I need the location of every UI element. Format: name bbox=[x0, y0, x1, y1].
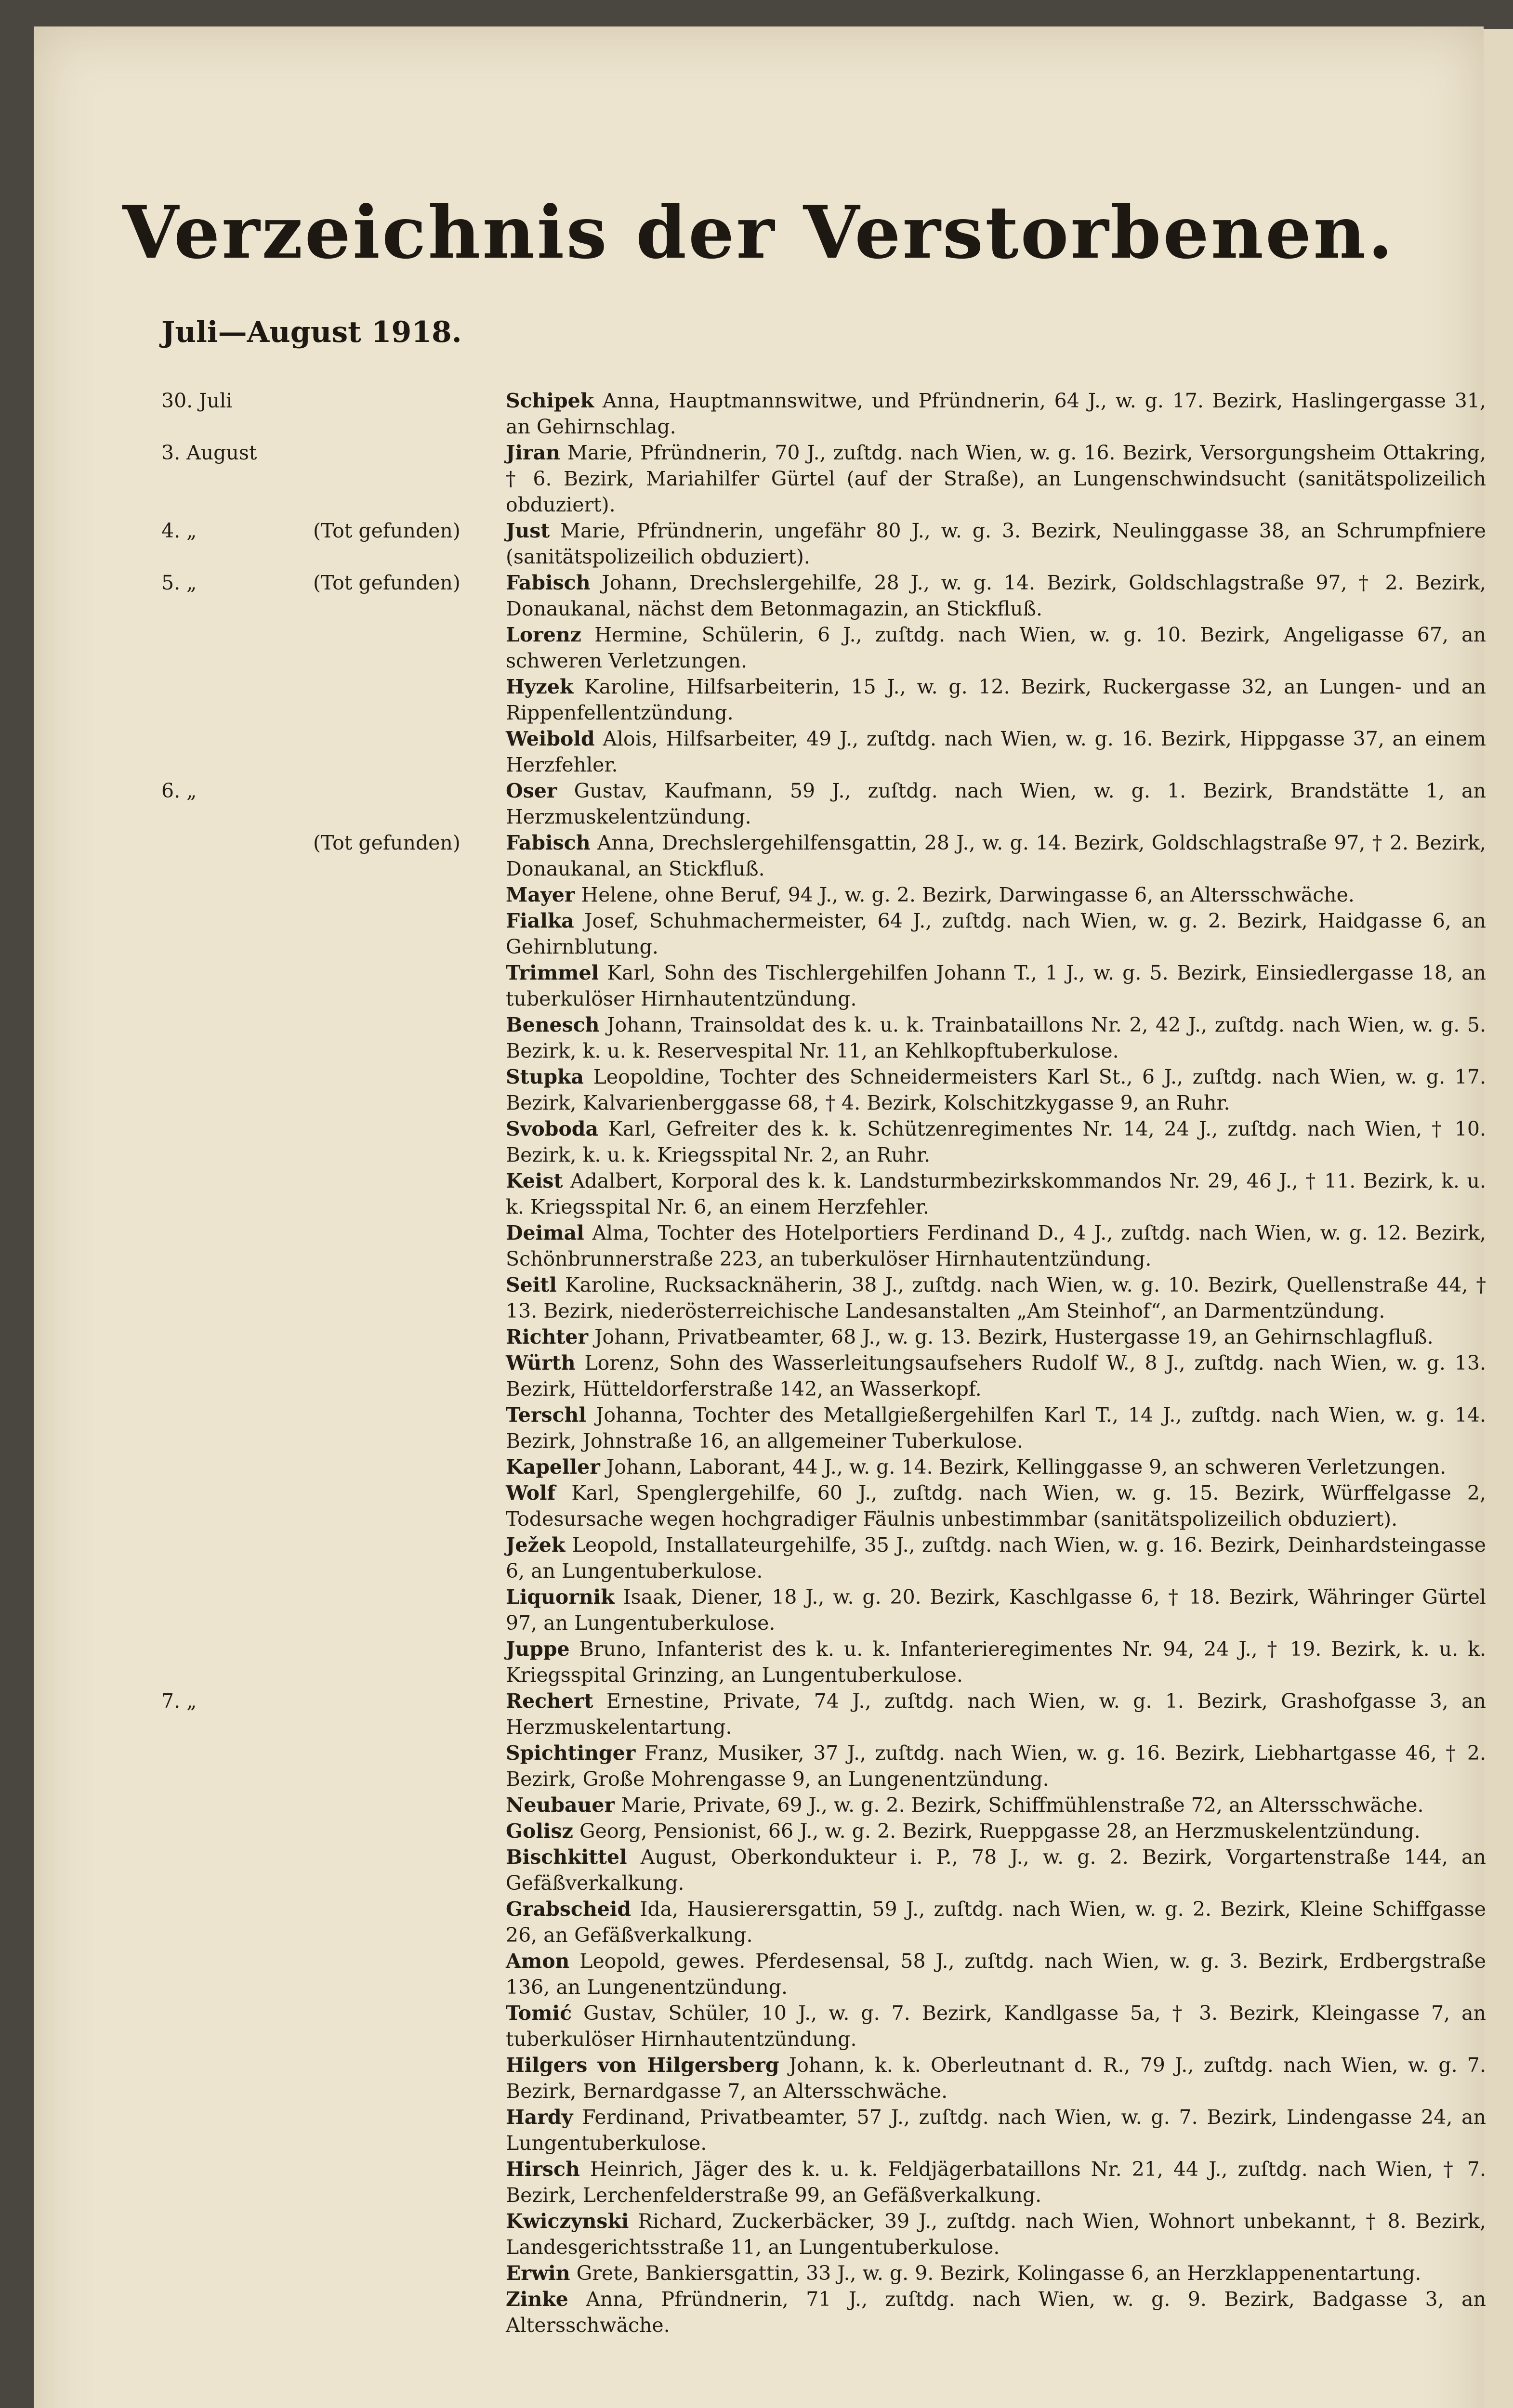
entry-text bbox=[506, 1948, 1486, 2000]
entry-text bbox=[506, 908, 1486, 960]
entry-name: Erwin bbox=[506, 2262, 570, 2285]
entry-details: August, Oberkondukteur i. P., 78 J., w. g. 2. Bezirk, Vorgartenstraße 144, an Gefäßverkalkung. bbox=[506, 1845, 1486, 1895]
list-item bbox=[161, 2104, 1486, 2156]
entry-name: Seitl bbox=[506, 1273, 557, 1296]
entry-details: Karl, Gefreiter des k. k. Schützenregimentes Nr. 14, 24 J., zuſtdg. nach Wien, † 10. Bezirk, k. u. k. Kriegsspital Nr. 2, an Ruhr. bbox=[506, 1117, 1486, 1166]
entry-text bbox=[506, 2052, 1486, 2104]
entry-details: Franz, Musiker, 37 J., zuſtdg. nach Wien, w. g. 16. Bezirk, Liebhartgasse 46, † 2. Bezirk, Große Mohrengasse 9, an Lungenentzündung. bbox=[506, 1741, 1486, 1791]
list-item bbox=[161, 1116, 1486, 1168]
list-item bbox=[161, 1350, 1486, 1402]
entry-date: 7. „ bbox=[161, 1689, 197, 1713]
entry-name: Hilgers von Hilgersberg bbox=[506, 2054, 779, 2077]
entry-name: Ježek bbox=[506, 1533, 566, 1557]
list-item bbox=[161, 830, 1486, 882]
list-item bbox=[161, 2286, 1486, 2338]
list-item bbox=[161, 1584, 1486, 1636]
entry-date: 6. „ bbox=[161, 779, 197, 802]
list-item bbox=[161, 2156, 1486, 2208]
entry-name: Oser bbox=[506, 779, 557, 802]
list-item bbox=[161, 1818, 1486, 1844]
entry-text bbox=[506, 674, 1486, 726]
entry-prefix: (Tot gefunden) bbox=[313, 831, 460, 854]
entry-date: 4. „ bbox=[161, 519, 197, 542]
entry-name: Terschl bbox=[506, 1403, 586, 1426]
list-item bbox=[161, 1740, 1486, 1792]
list-item bbox=[161, 1792, 1486, 1818]
list-item bbox=[161, 1454, 1486, 1480]
entry-details: Richard, Zuckerbäcker, 39 J., zuſtdg. nach Wien, Wohnort unbekannt, † 8. Bezirk, Landesgerichtsstraße 11, an Lungentuberkulose. bbox=[506, 2210, 1486, 2259]
entry-text bbox=[506, 388, 1486, 440]
entry-details: Alois, Hilfsarbeiter, 49 J., zuſtdg. nach Wien, w. g. 16. Bezirk, Hippgasse 37, an einem Herzfehler. bbox=[506, 727, 1486, 776]
entry-details: Anna, Drechslergehilfensgattin, 28 J., w. g. 14. Bezirk, Goldschlagstraße 97, † 2. Bezirk, Donaukanal, an Stickfluß. bbox=[506, 831, 1486, 880]
entry-details: Anna, Hauptmannswitwe, und Pfründnerin, 64 J., w. g. 17. Bezirk, Haslingergasse 31, an Gehirnschlag. bbox=[506, 389, 1486, 438]
entry-name: Liquornik bbox=[506, 1585, 615, 1609]
list-item bbox=[161, 1844, 1486, 1896]
entry-name: Wolf bbox=[506, 1481, 556, 1505]
entry-details: Josef, Schuhmachermeister, 64 J., zuſtdg. nach Wien, w. g. 2. Bezirk, Haidgasse 6, an Gehirnblutung. bbox=[506, 909, 1486, 958]
list-item bbox=[161, 1324, 1486, 1350]
page-title: Verzeichnis der Verstorbenen. bbox=[122, 190, 1395, 275]
entry-text bbox=[506, 1064, 1486, 1116]
entry-text bbox=[506, 1740, 1486, 1792]
entry-name: Golisz bbox=[506, 1819, 573, 1843]
document-page bbox=[34, 26, 1487, 2408]
entry-name: Keist bbox=[506, 1169, 563, 1192]
list-item bbox=[161, 2000, 1486, 2052]
entry-details: Anna, Pfründnerin, 71 J., zuſtdg. nach Wien, w. g. 9. Bezirk, Badgasse 3, an Altersschwäche. bbox=[506, 2288, 1486, 2337]
entry-details: Johann, Trainsoldat des k. u. k. Trainbataillons Nr. 2, 42 J., zuſtdg. nach Wien, w. g. 5. Bezirk, k. u. k. Reservespital Nr. 11, an Kehlkopftuberkulose. bbox=[506, 1013, 1486, 1062]
entry-name: Mayer bbox=[506, 883, 575, 906]
entry-text bbox=[506, 2104, 1486, 2156]
entry-details: Karoline, Rucksacknäherin, 38 J., zuſtdg. nach Wien, w. g. 10. Bezirk, Quellenstraße 44, † 13. Bezirk, niederösterreichische Landesanstalten „Am Steinhof“, an Darmentzündung. bbox=[506, 1273, 1486, 1322]
entry-name: Spichtinger bbox=[506, 1741, 636, 1765]
entry-name: Würth bbox=[506, 1351, 576, 1374]
entry-name: Bischkittel bbox=[506, 1845, 627, 1869]
entry-name: Hirsch bbox=[506, 2158, 580, 2181]
entry-prefix: (Tot gefunden) bbox=[313, 571, 460, 594]
entry-details: Ida, Hausierersgattin, 59 J., zuſtdg. nach Wien, w. g. 2. Bezirk, Kleine Schiffgasse 26, an Gefäßverkalkung. bbox=[506, 1898, 1486, 1947]
list-item bbox=[161, 1402, 1486, 1454]
list-item bbox=[161, 1220, 1486, 1272]
entry-date: 3. August bbox=[161, 441, 257, 464]
entry-name: Fialka bbox=[506, 909, 574, 932]
entry-text bbox=[506, 1792, 1486, 1818]
entry-details: Gustav, Kaufmann, 59 J., zuſtdg. nach Wien, w. g. 1. Bezirk, Brandstätte 1, an Herzmuskelentzündung. bbox=[506, 779, 1486, 828]
list-item bbox=[161, 1948, 1486, 2000]
entry-name: Hardy bbox=[506, 2106, 573, 2129]
entry-name: Svoboda bbox=[506, 1117, 599, 1140]
list-item bbox=[161, 2208, 1486, 2260]
entry-details: Gustav, Schüler, 10 J., w. g. 7. Bezirk, Kandlgasse 5a, † 3. Bezirk, Kleingasse 7, an tuberkulöser Hirnhautentzündung. bbox=[506, 2002, 1486, 2051]
entry-date: 30. Juli bbox=[161, 389, 233, 412]
entry-details: Helene, ohne Beruf, 94 J., w. g. 2. Bezirk, Darwingasse 6, an Altersschwäche. bbox=[581, 883, 1355, 906]
entry-name: Stupka bbox=[506, 1065, 584, 1088]
entry-details: Johanna, Tochter des Metallgießergehilfen Karl T., 14 J., zuſtdg. nach Wien, w. g. 14. Bezirk, Johnstraße 16, an allgemeiner Tuberkulose. bbox=[506, 1403, 1486, 1453]
list-item bbox=[161, 1480, 1486, 1532]
entry-name: Kapeller bbox=[506, 1455, 600, 1479]
entry-text bbox=[506, 726, 1486, 778]
list-item bbox=[161, 1636, 1486, 1688]
entry-name: Benesch bbox=[506, 1013, 600, 1036]
entry-text bbox=[506, 2156, 1486, 2208]
entry-text bbox=[506, 1896, 1486, 1948]
entry-text bbox=[506, 1272, 1486, 1324]
entry-details: Leopold, gewes. Pferdesensal, 58 J., zuſtdg. nach Wien, w. g. 3. Bezirk, Erdbergstraße 136, an Lungenentzündung. bbox=[506, 1950, 1486, 1999]
entry-prefix: (Tot gefunden) bbox=[313, 519, 460, 542]
entry-text bbox=[506, 1818, 1486, 1844]
list-item bbox=[161, 440, 1486, 518]
list-item bbox=[161, 1012, 1486, 1064]
entry-text bbox=[506, 1454, 1486, 1480]
list-item bbox=[161, 778, 1486, 830]
entry-details: Ernestine, Private, 74 J., zuſtdg. nach Wien, w. g. 1. Bezirk, Grashofgasse 3, an Herzmuskelentartung. bbox=[506, 1689, 1486, 1739]
list-item bbox=[161, 2260, 1486, 2286]
entry-text bbox=[506, 2260, 1486, 2286]
list-item bbox=[161, 1896, 1486, 1948]
entry-text bbox=[506, 1012, 1486, 1064]
list-item bbox=[161, 518, 1486, 570]
entry-details: Karoline, Hilfsarbeiterin, 15 J., w. g. 12. Bezirk, Ruckergasse 32, an Lungen- und an Rippenfellentzündung. bbox=[506, 675, 1486, 724]
entry-details: Johann, Drechslergehilfe, 28 J., w. g. 14. Bezirk, Goldschlagstraße 97, † 2. Bezirk, Donaukanal, nächst dem Betonmagazin, an Stickfluß. bbox=[506, 571, 1486, 620]
entry-details: Marie, Private, 69 J., w. g. 2. Bezirk, Schiffmühlenstraße 72, an Altersschwäche. bbox=[621, 1793, 1424, 1817]
entry-details: Karl, Spenglergehilfe, 60 J., zuſtdg. nach Wien, w. g. 15. Bezirk, Würffelgasse 2, Todesursache wegen hochgradiger Fäulnis unbestimmbar (sanitätspolizeilich obduziert). bbox=[506, 1481, 1486, 1531]
entry-name: Deimal bbox=[506, 1221, 584, 1244]
entry-text bbox=[506, 1532, 1486, 1584]
entry-details: Johann, Privatbeamter, 68 J., w. g. 13. Bezirk, Hustergasse 19, an Gehirnschlagfluß. bbox=[594, 1325, 1434, 1348]
entry-name: Tomić bbox=[506, 2002, 572, 2025]
entry-text bbox=[506, 960, 1486, 1012]
entry-text bbox=[506, 570, 1486, 622]
entry-text bbox=[506, 778, 1486, 830]
entry-text bbox=[506, 622, 1486, 674]
entry-text bbox=[506, 2208, 1486, 2260]
list-item bbox=[161, 674, 1486, 726]
list-item bbox=[161, 882, 1486, 908]
entry-text bbox=[506, 1402, 1486, 1454]
entry-name: Zinke bbox=[506, 2288, 568, 2311]
list-item bbox=[161, 388, 1486, 440]
entry-details: Leopold, Installateurgehilfe, 35 J., zuſtdg. nach Wien, w. g. 16. Bezirk, Deinhardsteingasse 6, an Lungentuberkulose. bbox=[506, 1533, 1486, 1583]
entries-list bbox=[161, 388, 1486, 2338]
entry-details: Karl, Sohn des Tischlergehilfen Johann T., 1 J., w. g. 5. Bezirk, Einsiedlergasse 18, an tuberkulöser Hirnhautentzündung. bbox=[506, 961, 1486, 1010]
entry-text bbox=[506, 1116, 1486, 1168]
list-item bbox=[161, 726, 1486, 778]
entry-text bbox=[506, 882, 1486, 908]
list-item bbox=[161, 1272, 1486, 1324]
entry-details: Grete, Bankiersgattin, 33 J., w. g. 9. Bezirk, Kolingasse 6, an Herzklappenentartung. bbox=[576, 2262, 1421, 2285]
entry-details: Lorenz, Sohn des Wasserleitungsaufsehers Rudolf W., 8 J., zuſtdg. nach Wien, w. g. 13. Bezirk, Hütteldorferstraße 142, an Wasserkopf. bbox=[506, 1351, 1486, 1400]
entry-text bbox=[506, 1844, 1486, 1896]
entry-details: Leopoldine, Tochter des Schneidermeisters Karl St., 6 J., zuſtdg. nach Wien, w. g. 17. Bezirk, Kalvarienberggasse 68, † 4. Bezirk, Kolschitzkygasse 9, an Ruhr. bbox=[506, 1065, 1486, 1114]
entry-details: Adalbert, Korporal des k. k. Landsturmbezirkskommandos Nr. 29, 46 J., † 11. Bezirk, k. u. k. Kriegsspital Nr. 6, an einem Herzfehler. bbox=[506, 1169, 1486, 1218]
entry-name: Trimmel bbox=[506, 961, 599, 984]
entry-text bbox=[506, 1688, 1486, 1740]
entry-details: Marie, Pfründnerin, ungefähr 80 J., w. g. 3. Bezirk, Neulinggasse 38, an Schrumpfniere (sanitätspolizeilich obduziert). bbox=[506, 519, 1486, 568]
list-item bbox=[161, 622, 1486, 674]
entry-text bbox=[506, 830, 1486, 882]
adjacent-page-edge bbox=[1484, 29, 1513, 2408]
entry-name: Kwiczynski bbox=[506, 2210, 629, 2233]
entry-details: Ferdinand, Privatbeamter, 57 J., zuſtdg. nach Wien, w. g. 7. Bezirk, Lindengasse 24, an Lungentuberkulose. bbox=[506, 2106, 1486, 2155]
entry-name: Weibold bbox=[506, 727, 595, 750]
entry-name: Juppe bbox=[506, 1637, 570, 1661]
list-item bbox=[161, 1064, 1486, 1116]
entry-text bbox=[506, 1350, 1486, 1402]
entry-details: Marie, Pfründnerin, 70 J., zuſtdg. nach Wien, w. g. 16. Bezirk, Versorgungsheim Ottakring, † 6. Bezirk, Mariahilfer Gürtel (auf der Straße), an Lungenschwindsucht (sanitätspolizeilich obduziert). bbox=[506, 441, 1486, 516]
entry-name: Hyzek bbox=[506, 675, 574, 698]
entry-name: Neubauer bbox=[506, 1793, 615, 1817]
entry-name: Just bbox=[506, 519, 550, 542]
section-heading: Juli—August 1918. bbox=[161, 315, 462, 349]
entry-name: Amon bbox=[506, 1950, 570, 1973]
entry-text bbox=[506, 1168, 1486, 1220]
list-item bbox=[161, 1688, 1486, 1740]
entry-text bbox=[506, 1636, 1486, 1688]
entry-date: 5. „ bbox=[161, 571, 197, 594]
list-item bbox=[161, 908, 1486, 960]
list-item bbox=[161, 2052, 1486, 2104]
entry-text bbox=[506, 1220, 1486, 1272]
entry-name: Fabisch bbox=[506, 571, 591, 594]
entry-text bbox=[506, 440, 1486, 518]
entry-details: Isaak, Diener, 18 J., w. g. 20. Bezirk, Kaschlgasse 6, † 18. Bezirk, Währinger Gürtel 97, an Lungentuberkulose. bbox=[506, 1585, 1486, 1635]
list-item bbox=[161, 570, 1486, 622]
entry-name: Richter bbox=[506, 1325, 589, 1348]
entry-details: Alma, Tochter des Hotelportiers Ferdinand D., 4 J., zuſtdg. nach Wien, w. g. 12. Bezirk, Schönbrunnerstraße 223, an tuberkulöser Hirnhautentzündung. bbox=[506, 1221, 1486, 1270]
entry-name: Grabscheid bbox=[506, 1898, 632, 1921]
entry-text bbox=[506, 1584, 1486, 1636]
entry-details: Bruno, Infanterist des k. u. k. Infanterieregimentes Nr. 94, 24 J., † 19. Bezirk, k. u. k. Kriegsspital Grinzing, an Lungentuberkulose. bbox=[506, 1637, 1486, 1687]
entry-details: Johann, Laborant, 44 J., w. g. 14. Bezirk, Kellinggasse 9, an schweren Verletzungen. bbox=[606, 1455, 1447, 1479]
entry-name: Lorenz bbox=[506, 623, 581, 646]
entry-name: Rechert bbox=[506, 1689, 593, 1713]
entry-details: Johann, k. k. Oberleutnant d. R., 79 J., zuſtdg. nach Wien, w. g. 7. Bezirk, Bernardgasse 7, an Altersschwäche. bbox=[506, 2054, 1487, 2103]
entry-text bbox=[506, 2000, 1486, 2052]
entry-details: Hermine, Schülerin, 6 J., zuſtdg. nach Wien, w. g. 10. Bezirk, Angeligasse 67, an schweren Verletzungen. bbox=[506, 623, 1486, 672]
entry-name: Jiran bbox=[506, 441, 560, 464]
entry-text bbox=[506, 1480, 1486, 1532]
entry-details: Georg, Pensionist, 66 J., w. g. 2. Bezirk, Rueppgasse 28, an Herzmuskelentzündung. bbox=[579, 1819, 1421, 1843]
list-item bbox=[161, 1532, 1486, 1584]
entry-text bbox=[506, 518, 1486, 570]
entry-details: Heinrich, Jäger des k. u. k. Feldjägerbataillons Nr. 21, 44 J., zuſtdg. nach Wien, † 7. Bezirk, Lerchenfelderstraße 99, an Gefäßverkalkung. bbox=[506, 2158, 1486, 2207]
list-item bbox=[161, 960, 1486, 1012]
entry-name: Schipek bbox=[506, 389, 594, 412]
list-item bbox=[161, 1168, 1486, 1220]
entry-text bbox=[506, 1324, 1486, 1350]
entry-name: Fabisch bbox=[506, 831, 591, 854]
entry-text bbox=[506, 2286, 1486, 2338]
